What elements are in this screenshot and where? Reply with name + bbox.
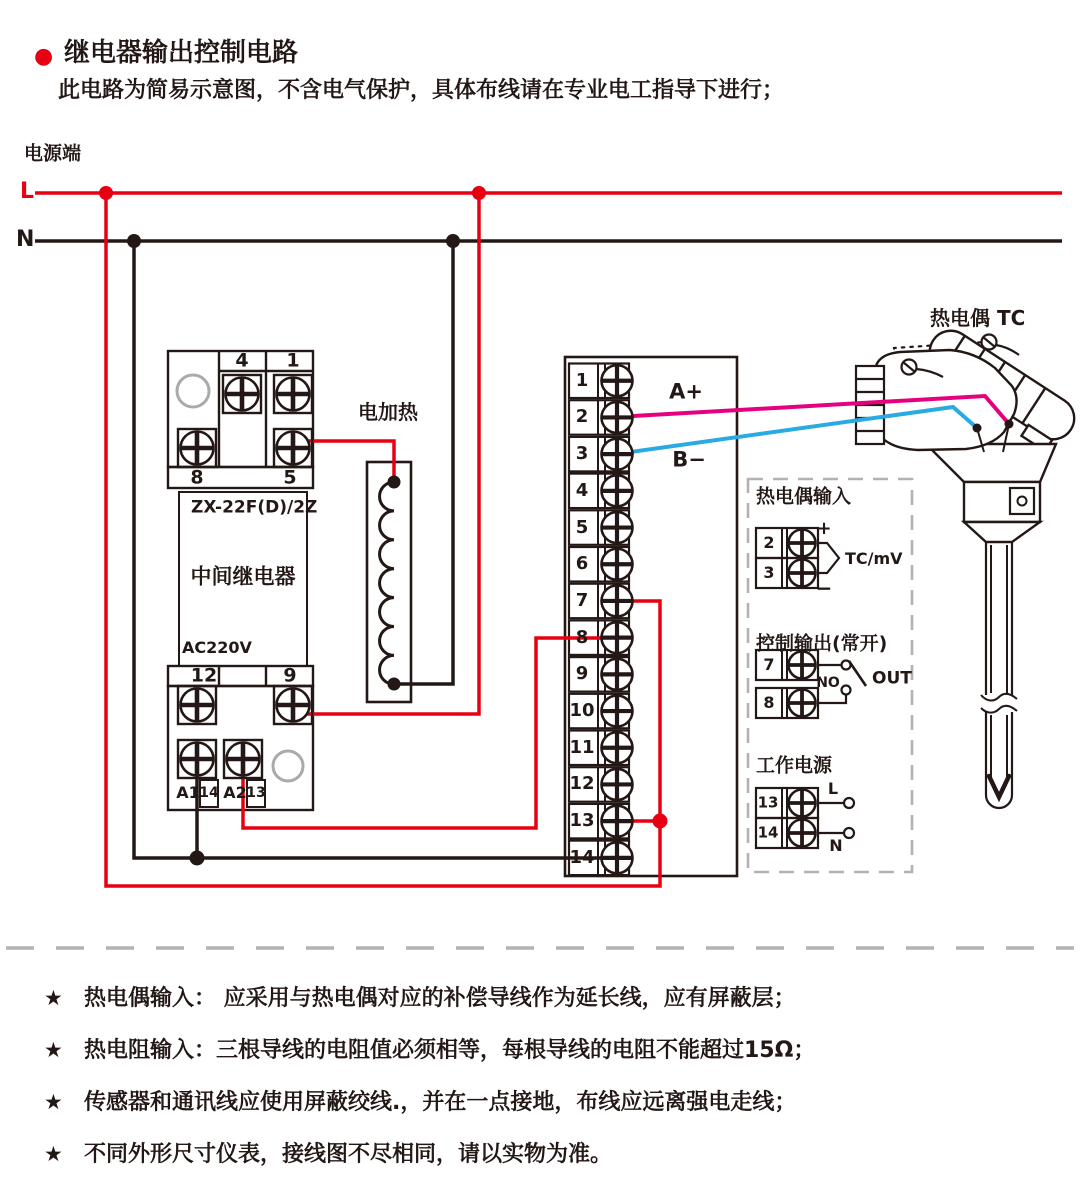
label-instrument-terminals-10: 11	[569, 736, 595, 758]
label-legend-tc_input-terminals-0: 2	[763, 533, 775, 552]
star-icon: ★	[44, 1038, 63, 1062]
label-instrument-terminals-5: 6	[575, 553, 589, 575]
note-text: 传感器和通讯线应使用屏蔽绞线.，并在一点接地，布线应远离强电走线；	[84, 1090, 797, 1115]
heater-drawing	[367, 462, 411, 702]
label-instrument-terminals-13: 14	[569, 846, 595, 868]
label-relay-labels_bottom-0: 12	[190, 664, 218, 687]
label-legend-tc_input-title: 热电偶输入	[756, 485, 852, 508]
label-power-neutral: N	[16, 227, 35, 252]
note-text: 热电阻输入：三根导线的电阻值必须相等，每根导线的电阻不能超过15Ω；	[84, 1038, 816, 1063]
label-instrument-wire_labels-b_minus: B−	[672, 447, 706, 472]
label-legend-power_supply-terminals-0: 13	[757, 793, 779, 812]
label-instrument-terminals-7: 8	[575, 626, 589, 648]
label-instrument-terminals-8: 9	[575, 663, 589, 685]
note-line	[44, 1142, 612, 1168]
note-line	[44, 1090, 796, 1116]
label-relay-voltage: AC220V	[182, 638, 252, 657]
star-icon: ★	[44, 986, 63, 1010]
label-relay-name: 中间继电器	[190, 564, 296, 589]
page-title: 继电器输出控制电路	[64, 38, 299, 68]
label-legend-tc_input-plus: +	[816, 518, 832, 539]
note-line	[44, 986, 796, 1012]
label-legend-control_output-terminals-0: 7	[763, 655, 775, 674]
label-legend-tc_input-terminals-1: 3	[763, 563, 775, 582]
label-relay-model: ZX-22F(D)/2Z	[191, 497, 318, 518]
star-icon: ★	[44, 1090, 63, 1114]
label-relay-labels_top-1: 1	[286, 349, 300, 372]
label-thermocouple-label: 热电偶 TC	[930, 306, 1026, 330]
label-instrument-terminals-2: 3	[575, 443, 589, 465]
label-relay-coil_labels-0: A1	[176, 783, 200, 802]
label-legend-control_output-title: 控制输出(常开)	[756, 632, 888, 655]
title-bullet-icon: ●	[34, 44, 54, 69]
label-instrument-terminals-11: 12	[569, 773, 595, 795]
star-icon: ★	[44, 1142, 63, 1166]
label-instrument-terminals-6: 7	[575, 589, 589, 611]
note-text: 热电偶输入： 应采用与热电偶对应的补偿导线作为延长线，应有屏蔽层；	[84, 986, 796, 1011]
label-instrument-terminals-12: 13	[569, 810, 595, 832]
label-relay-coil_labels-3: 13	[246, 785, 266, 801]
note-line	[44, 1038, 815, 1064]
label-instrument-wire_labels-a_plus: A+	[669, 379, 703, 404]
label-legend-control_output-out_label: OUT	[872, 668, 912, 689]
label-instrument-terminals-9: 10	[569, 700, 595, 722]
label-legend-control_output-no_label: NO	[816, 675, 840, 691]
label-legend-tc_input-signal: TC/mV	[845, 549, 903, 568]
label-instrument-terminals-1: 2	[575, 406, 589, 428]
label-relay-labels_mid-0: 8	[190, 466, 204, 489]
label-heater-label: 电加热	[358, 400, 418, 424]
label-relay-labels_mid-1: 5	[283, 466, 297, 489]
note-text: 不同外形尺寸仪表，接线图不尽相同，请以实物为准。	[84, 1142, 613, 1167]
label-relay-labels_bottom-1: 9	[283, 664, 297, 687]
label-legend-power_supply-title: 工作电源	[756, 754, 833, 777]
page-subtitle: 此电路为简易示意图，不含电气保护，具体布线请在专业电工指导下进行；	[58, 78, 785, 103]
label-legend-power_supply-l_label: L	[827, 779, 839, 798]
label-legend-tc_input-minus: −	[815, 576, 833, 600]
label-legend-power_supply-n_label: N	[829, 836, 843, 855]
label-instrument-terminals-0: 1	[575, 369, 589, 391]
label-legend-power_supply-terminals-1: 14	[757, 823, 779, 842]
label-relay-coil_labels-1: 14	[199, 785, 219, 801]
label-relay-labels_top-0: 4	[235, 349, 249, 372]
label-legend-control_output-terminals-1: 8	[763, 693, 775, 712]
label-instrument-terminals-4: 5	[575, 516, 589, 538]
label-power-label: 电源端	[24, 142, 82, 165]
label-instrument-terminals-3: 4	[575, 479, 589, 501]
label-relay-coil_labels-2: A2	[223, 783, 247, 802]
label-power-live: L	[20, 179, 35, 204]
